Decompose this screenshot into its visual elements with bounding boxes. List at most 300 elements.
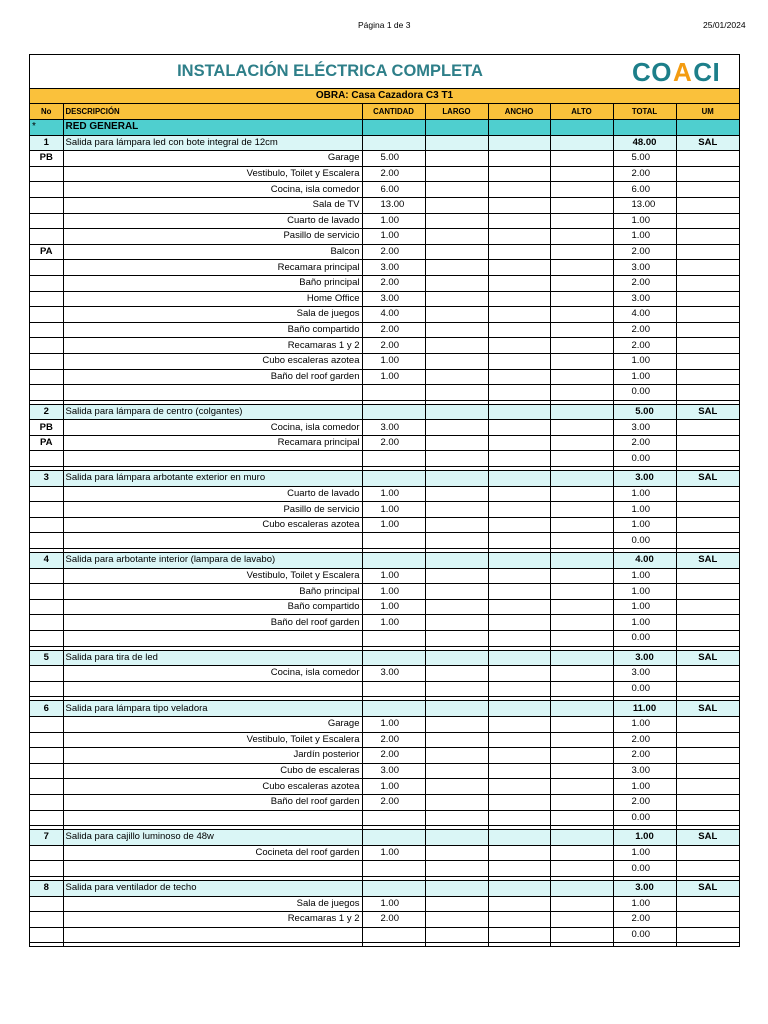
line-total: 1.00 — [613, 213, 676, 229]
unit-cell — [676, 912, 739, 928]
concept-number: 1 — [30, 135, 63, 151]
table-row — [30, 275, 739, 291]
spacer-cell — [362, 943, 425, 947]
quantity-value: 1.00 — [362, 229, 425, 245]
unit-cell — [676, 861, 739, 877]
spacer-cell — [550, 943, 613, 947]
table-row — [30, 486, 739, 502]
line-total: 1.00 — [613, 896, 676, 912]
quantity-value — [362, 681, 425, 697]
unit-cell — [676, 779, 739, 795]
height-cell — [550, 701, 613, 717]
level-code — [30, 307, 63, 323]
concept-number: 8 — [30, 880, 63, 896]
location-name: Baño principal — [63, 584, 362, 600]
concept-unit: SAL — [676, 830, 739, 846]
unit-cell — [676, 244, 739, 260]
width-cell — [488, 166, 550, 182]
location-name: Baño compartido — [63, 599, 362, 615]
concept-total: 3.00 — [613, 471, 676, 487]
height-cell — [550, 794, 613, 810]
quantity-value — [362, 385, 425, 401]
table-row — [30, 322, 739, 338]
line-total: 1.00 — [613, 229, 676, 245]
length-cell — [425, 435, 488, 451]
height-cell — [550, 716, 613, 732]
length-cell — [425, 182, 488, 198]
height-cell — [550, 451, 613, 467]
concept-description: Salida para lámpara de centro (colgantes) — [63, 404, 362, 420]
location-name: Baño principal — [63, 275, 362, 291]
level-code — [30, 502, 63, 518]
table-row — [30, 631, 739, 647]
width-cell — [488, 927, 550, 943]
quantity-value: 2.00 — [362, 732, 425, 748]
line-total: 0.00 — [613, 451, 676, 467]
height-cell — [550, 213, 613, 229]
width-cell — [488, 599, 550, 615]
line-total: 2.00 — [613, 794, 676, 810]
concept-description: Salida para tira de led — [63, 650, 362, 666]
width-cell — [488, 553, 550, 569]
width-cell — [488, 135, 550, 151]
height-cell — [550, 912, 613, 928]
line-total: 1.00 — [613, 845, 676, 861]
length-cell — [425, 229, 488, 245]
table-row — [30, 732, 739, 748]
unit-cell — [676, 166, 739, 182]
quantity-cell — [362, 404, 425, 420]
length-cell — [425, 880, 488, 896]
length-cell — [425, 369, 488, 385]
location-name: Cocineta del roof garden — [63, 845, 362, 861]
unit-cell — [676, 420, 739, 436]
unit-cell — [676, 533, 739, 549]
length-cell — [425, 502, 488, 518]
width-cell — [488, 322, 550, 338]
location-name: Cuarto de lavado — [63, 486, 362, 502]
width-cell — [488, 584, 550, 600]
logo-text-left: CO — [632, 56, 672, 87]
header-no: No — [30, 104, 63, 120]
spacer-cell — [63, 943, 362, 947]
concept-total: 4.00 — [613, 553, 676, 569]
height-cell — [550, 275, 613, 291]
location-name: Pasillo de servicio — [63, 502, 362, 518]
height-cell — [550, 896, 613, 912]
line-total: 13.00 — [613, 197, 676, 213]
location-name: Cubo escaleras azotea — [63, 517, 362, 533]
quantity-value: 1.00 — [362, 517, 425, 533]
unit-cell — [676, 681, 739, 697]
line-total: 3.00 — [613, 666, 676, 682]
unit-cell — [676, 584, 739, 600]
location-name: Recamaras 1 y 2 — [63, 912, 362, 928]
unit-cell — [676, 213, 739, 229]
line-total: 4.00 — [613, 307, 676, 323]
width-cell — [488, 369, 550, 385]
line-total: 3.00 — [613, 763, 676, 779]
length-cell — [425, 197, 488, 213]
line-total: 6.00 — [613, 182, 676, 198]
length-cell — [425, 779, 488, 795]
quantity-value: 3.00 — [362, 291, 425, 307]
concept-description: Salida para lámpara led con bote integral de 12cm — [63, 135, 362, 151]
quantity-value: 3.00 — [362, 420, 425, 436]
quantity-value: 2.00 — [362, 912, 425, 928]
length-cell — [425, 166, 488, 182]
width-cell — [488, 451, 550, 467]
length-cell — [425, 151, 488, 167]
location-name: Garage — [63, 151, 362, 167]
quantity-value: 4.00 — [362, 307, 425, 323]
level-code — [30, 779, 63, 795]
line-total: 2.00 — [613, 275, 676, 291]
height-cell — [550, 502, 613, 518]
width-cell — [488, 666, 550, 682]
quantity-value: 2.00 — [362, 166, 425, 182]
width-cell — [488, 748, 550, 764]
height-cell — [550, 533, 613, 549]
column-header-row — [30, 104, 739, 120]
quantity-value — [362, 451, 425, 467]
unit-cell — [676, 229, 739, 245]
quantity-value: 2.00 — [362, 322, 425, 338]
quantity-value: 2.00 — [362, 338, 425, 354]
quantity-value: 1.00 — [362, 369, 425, 385]
line-total: 2.00 — [613, 748, 676, 764]
level-code: PB — [30, 151, 63, 167]
quantity-value: 1.00 — [362, 213, 425, 229]
quantity-value: 1.00 — [362, 584, 425, 600]
concept-row — [30, 404, 739, 420]
width-cell — [488, 650, 550, 666]
concept-unit: SAL — [676, 135, 739, 151]
width-cell — [488, 197, 550, 213]
quantity-value: 2.00 — [362, 748, 425, 764]
quantity-value: 2.00 — [362, 275, 425, 291]
table-row — [30, 779, 739, 795]
quantity-cell — [362, 650, 425, 666]
line-total: 2.00 — [613, 732, 676, 748]
quantity-value: 3.00 — [362, 666, 425, 682]
level-code — [30, 197, 63, 213]
width-cell — [488, 810, 550, 826]
table-row — [30, 666, 739, 682]
quantity-value: 1.00 — [362, 486, 425, 502]
width-cell — [488, 517, 550, 533]
quantity-cell — [362, 880, 425, 896]
height-cell — [550, 927, 613, 943]
height-cell — [550, 861, 613, 877]
length-cell — [425, 748, 488, 764]
concept-unit: SAL — [676, 701, 739, 717]
location-name: Recamaras 1 y 2 — [63, 338, 362, 354]
title-row — [30, 55, 739, 89]
level-code — [30, 182, 63, 198]
location-name — [63, 533, 362, 549]
company-logo — [632, 58, 720, 86]
width-cell — [488, 830, 550, 846]
length-cell — [425, 599, 488, 615]
width-cell — [488, 151, 550, 167]
unit-cell — [676, 151, 739, 167]
concept-number: 2 — [30, 404, 63, 420]
table-row — [30, 338, 739, 354]
length-cell — [425, 912, 488, 928]
unit-cell — [676, 599, 739, 615]
level-code: PB — [30, 420, 63, 436]
header-unit: UM — [676, 104, 739, 120]
width-cell — [488, 896, 550, 912]
width-cell — [488, 385, 550, 401]
header-description: DESCRIPCIÓN — [63, 104, 362, 120]
width-cell — [488, 307, 550, 323]
location-name: Cuarto de lavado — [63, 213, 362, 229]
line-total: 1.00 — [613, 517, 676, 533]
unit-cell — [676, 748, 739, 764]
table-row — [30, 517, 739, 533]
spacer-cell — [488, 943, 550, 947]
length-cell — [425, 338, 488, 354]
unit-cell — [676, 631, 739, 647]
header-length: LARGO — [425, 104, 488, 120]
table-row — [30, 307, 739, 323]
length-cell — [425, 451, 488, 467]
concept-description: Salida para cajillo luminoso de 48w — [63, 830, 362, 846]
height-cell — [550, 338, 613, 354]
unit-cell — [676, 385, 739, 401]
line-total: 0.00 — [613, 681, 676, 697]
length-cell — [425, 794, 488, 810]
level-code — [30, 732, 63, 748]
table-row — [30, 568, 739, 584]
quantity-cell — [362, 471, 425, 487]
length-cell — [425, 553, 488, 569]
location-name: Baño del roof garden — [63, 369, 362, 385]
concept-row — [30, 135, 739, 151]
line-total: 1.00 — [613, 502, 676, 518]
height-cell — [550, 229, 613, 245]
unit-cell — [676, 666, 739, 682]
height-cell — [550, 845, 613, 861]
quantity-value: 3.00 — [362, 260, 425, 276]
table-row — [30, 845, 739, 861]
table-row — [30, 451, 739, 467]
length-cell — [425, 517, 488, 533]
width-cell — [488, 338, 550, 354]
height-cell — [550, 880, 613, 896]
page-number: Página 1 de 3 — [358, 20, 411, 30]
line-total: 1.00 — [613, 486, 676, 502]
height-cell — [550, 681, 613, 697]
location-name — [63, 631, 362, 647]
length-cell — [425, 244, 488, 260]
level-code — [30, 927, 63, 943]
table-row — [30, 420, 739, 436]
width-cell — [488, 701, 550, 717]
width-cell — [488, 845, 550, 861]
height-cell — [550, 322, 613, 338]
width-cell — [488, 716, 550, 732]
length-cell — [425, 353, 488, 369]
length-cell — [425, 861, 488, 877]
table-row — [30, 927, 739, 943]
length-cell — [425, 135, 488, 151]
location-name: Recamara principal — [63, 435, 362, 451]
table-row — [30, 810, 739, 826]
length-cell — [425, 533, 488, 549]
width-cell — [488, 229, 550, 245]
width-cell — [488, 404, 550, 420]
concept-unit: SAL — [676, 471, 739, 487]
unit-cell — [676, 322, 739, 338]
table-row — [30, 502, 739, 518]
line-total: 2.00 — [613, 912, 676, 928]
concept-number: 7 — [30, 830, 63, 846]
location-name: Vestibulo, Toilet y Escalera — [63, 166, 362, 182]
length-cell — [425, 213, 488, 229]
unit-cell — [676, 291, 739, 307]
length-cell — [425, 681, 488, 697]
height-cell — [550, 650, 613, 666]
unit-cell — [676, 615, 739, 631]
level-code — [30, 213, 63, 229]
table-row — [30, 182, 739, 198]
height-cell — [550, 135, 613, 151]
line-total: 0.00 — [613, 861, 676, 877]
table-row — [30, 385, 739, 401]
location-name — [63, 810, 362, 826]
line-total: 1.00 — [613, 584, 676, 600]
line-total: 0.00 — [613, 810, 676, 826]
unit-cell — [676, 197, 739, 213]
location-name: Sala de juegos — [63, 307, 362, 323]
table-row — [30, 748, 739, 764]
location-name: Vestibulo, Toilet y Escalera — [63, 732, 362, 748]
concept-number: 4 — [30, 553, 63, 569]
height-cell — [550, 631, 613, 647]
table-row — [30, 260, 739, 276]
quantity-value — [362, 861, 425, 877]
level-code — [30, 369, 63, 385]
project-name: OBRA: Casa Cazadora C3 T1 — [30, 89, 739, 104]
height-cell — [550, 748, 613, 764]
unit-cell — [676, 896, 739, 912]
unit-cell — [676, 182, 739, 198]
line-total: 2.00 — [613, 244, 676, 260]
width-cell — [488, 794, 550, 810]
location-name: Cocina, isla comedor — [63, 182, 362, 198]
quantity-value — [362, 533, 425, 549]
length-cell — [425, 631, 488, 647]
quantity-value: 1.00 — [362, 353, 425, 369]
unit-cell — [676, 307, 739, 323]
quantity-value: 13.00 — [362, 197, 425, 213]
line-total: 1.00 — [613, 568, 676, 584]
level-code — [30, 275, 63, 291]
quantity-value: 1.00 — [362, 615, 425, 631]
unit-cell — [676, 353, 739, 369]
table-row — [30, 794, 739, 810]
width-cell — [488, 615, 550, 631]
concept-total: 3.00 — [613, 650, 676, 666]
table-row — [30, 896, 739, 912]
width-cell — [488, 502, 550, 518]
width-cell — [488, 681, 550, 697]
concept-total: 11.00 — [613, 701, 676, 717]
height-cell — [550, 517, 613, 533]
level-code — [30, 385, 63, 401]
unit-cell — [676, 845, 739, 861]
spacer-row — [30, 943, 739, 947]
quantity-value: 1.00 — [362, 502, 425, 518]
location-name: Baño del roof garden — [63, 794, 362, 810]
table-row — [30, 584, 739, 600]
line-total: 0.00 — [613, 385, 676, 401]
concept-description: Salida para ventilador de techo — [63, 880, 362, 896]
height-cell — [550, 151, 613, 167]
location-name — [63, 451, 362, 467]
unit-cell — [676, 502, 739, 518]
concept-row — [30, 880, 739, 896]
spacer-cell — [613, 943, 676, 947]
table-row — [30, 681, 739, 697]
table-row — [30, 716, 739, 732]
level-code — [30, 322, 63, 338]
level-code — [30, 615, 63, 631]
concept-unit: SAL — [676, 650, 739, 666]
quantity-value: 1.00 — [362, 896, 425, 912]
unit-cell — [676, 568, 739, 584]
location-name: Home Office — [63, 291, 362, 307]
document-title: INSTALACIÓN ELÉCTRICA COMPLETA — [177, 62, 483, 80]
line-total: 1.00 — [613, 353, 676, 369]
table-row — [30, 615, 739, 631]
height-cell — [550, 385, 613, 401]
section-label: RED GENERAL — [63, 120, 362, 136]
level-code — [30, 845, 63, 861]
length-cell — [425, 471, 488, 487]
width-cell — [488, 213, 550, 229]
level-code — [30, 912, 63, 928]
height-cell — [550, 435, 613, 451]
quantity-value — [362, 810, 425, 826]
line-total: 0.00 — [613, 927, 676, 943]
width-cell — [488, 435, 550, 451]
concept-row — [30, 471, 739, 487]
concept-row — [30, 553, 739, 569]
concept-row — [30, 701, 739, 717]
length-cell — [425, 716, 488, 732]
table-row — [30, 353, 739, 369]
length-cell — [425, 701, 488, 717]
level-code — [30, 681, 63, 697]
height-cell — [550, 599, 613, 615]
location-name: Vestibulo, Toilet y Escalera — [63, 568, 362, 584]
location-name — [63, 861, 362, 877]
unit-cell — [676, 260, 739, 276]
location-name: Sala de juegos — [63, 896, 362, 912]
table-row — [30, 213, 739, 229]
location-name: Sala de TV — [63, 197, 362, 213]
table-row — [30, 244, 739, 260]
line-total: 3.00 — [613, 420, 676, 436]
location-name: Cubo escaleras azotea — [63, 779, 362, 795]
unit-cell — [676, 275, 739, 291]
level-code — [30, 763, 63, 779]
print-date: 25/01/2024 — [703, 20, 746, 30]
